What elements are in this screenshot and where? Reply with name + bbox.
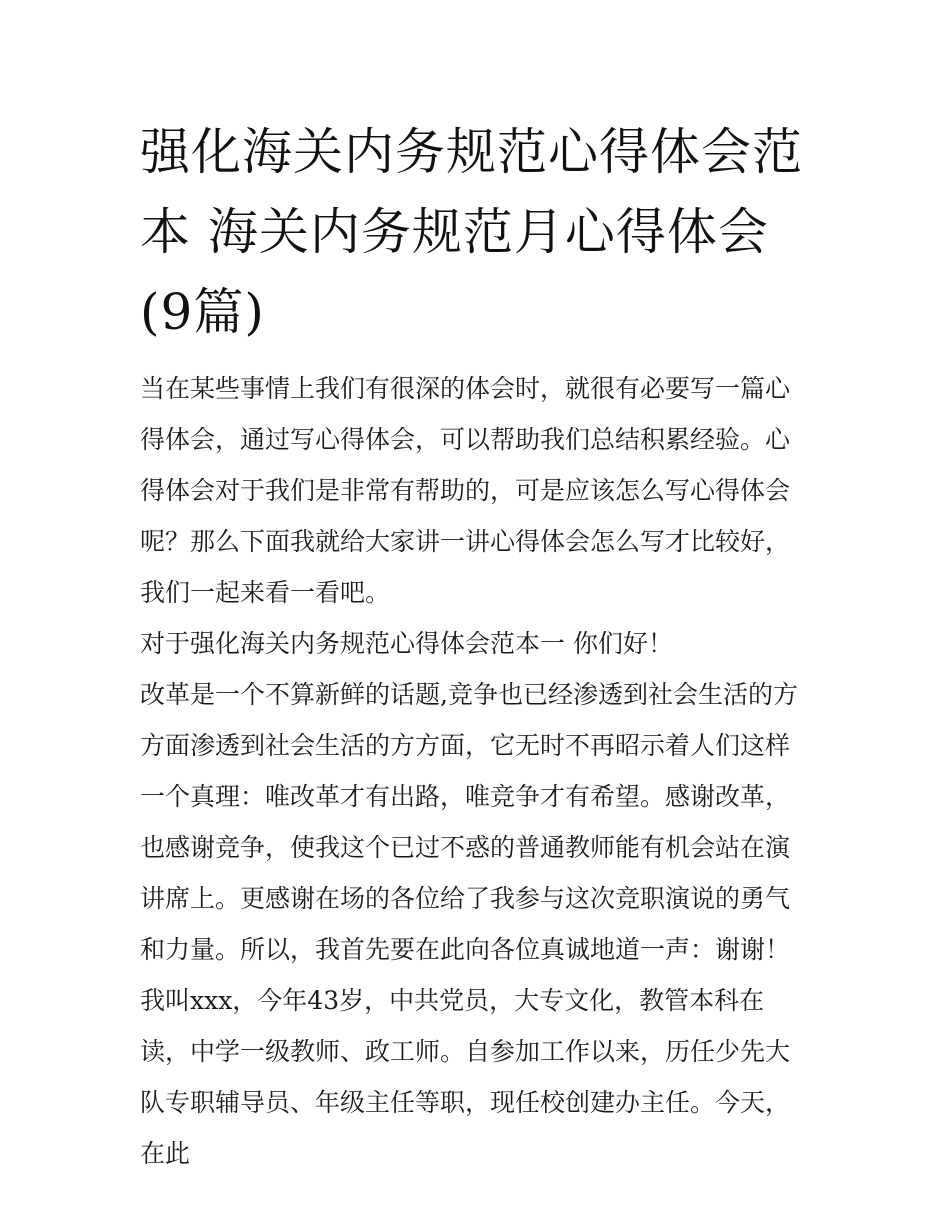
body-paragraph: 我叫xxx，今年43岁，中共党员，大专文化，教管本科在读，中学一级教师、政工师。自参加工作以来，历任少先大队专职辅导员、年级主任等职，现任校创建办主任。今天，在此: [140, 986, 791, 1168]
section-heading-paragraph: 对于强化海关内务规范心得体会范本一 你们好！: [140, 629, 673, 658]
body-paragraph: 改革是一个不算新鲜的话题,竞争也已经渗透到社会生活的方方面渗透到社会生活的方方面，它无时不再昭示着人们这样一个真理：唯改革才有出路，唯竞争才有希望。感谢改革，也感谢竞争，使我这个已过不惑的普通教师能有机会站在演讲席上。更感谢在场的各位给了我参与这次竞职演说的勇气和力量。所以，我首先要在此向各位真诚地道一声：谢谢！: [140, 680, 798, 964]
document-body: [140, 363, 810, 1179]
document-title: 强化海关内务规范心得体会范本 海关内务规范月心得体会(9篇): [140, 123, 803, 341]
intro-paragraph: 当在某些事情上我们有很深的体会时，就很有必要写一篇心得体会，通过写心得体会，可以帮助我们总结积累经验。心得体会对于我们是非常有帮助的，可是应该怎么写心得体会呢？那么下面我就给大家讲一讲心得体会怎么写才比较好，我们一起来看一看吧。: [140, 374, 791, 607]
